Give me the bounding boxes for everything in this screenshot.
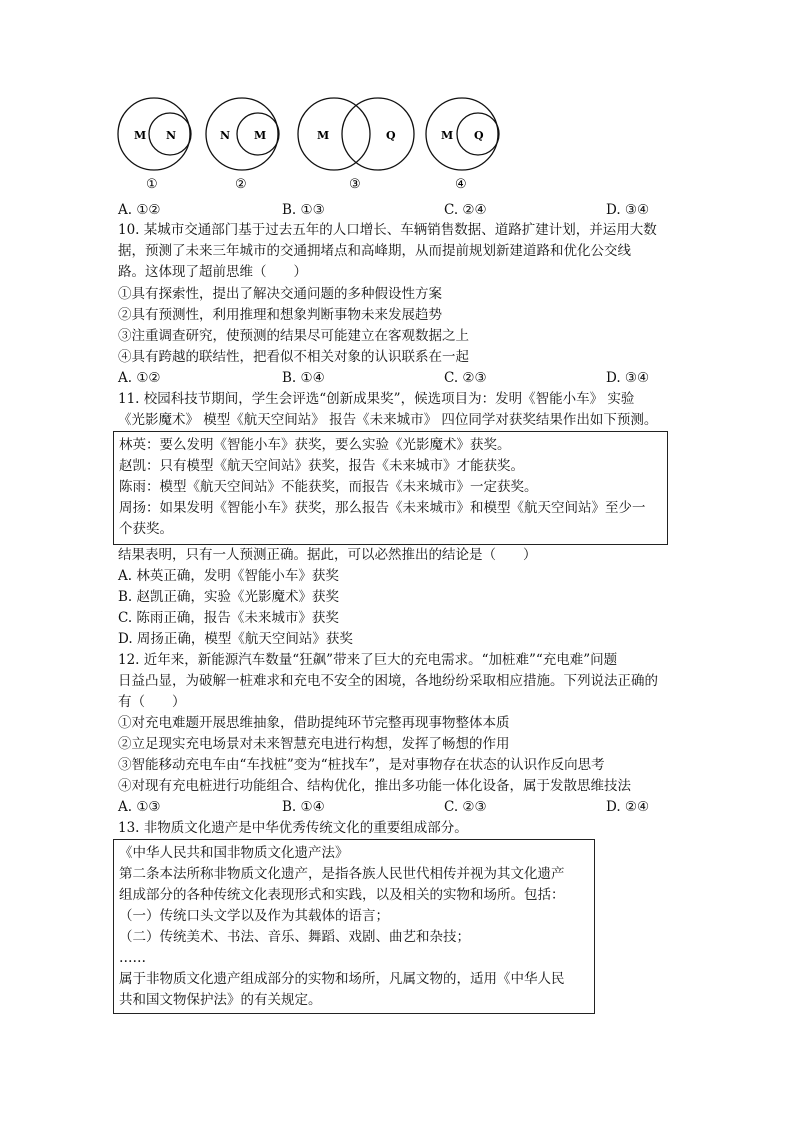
q10-item-1: ①具有探索性，提出了解决交通问题的多种假设性方案 [118, 286, 442, 302]
q9-option-b: B. ①③ [282, 202, 325, 218]
q10-item-4: ④具有跨越的联结性，把看似不相关对象的认识联系在一起 [118, 349, 469, 365]
q12-stem-line-2: 日益凸显，为破解一桩难求和充电不安全的困境，各地纷纷采取相应措施。下列说法正确的 [118, 673, 658, 689]
q12-item-2: ②立足现实充电场景对未来智慧充电进行构想，发挥了畅想的作用 [118, 736, 510, 752]
q13-law-line-8: 共和国文物保护法》的有关规定。 [119, 992, 322, 1008]
diagram-1 [118, 98, 191, 192]
diagram-3-right-label: Q [386, 129, 396, 142]
diagram-4-outer-label: M [441, 129, 454, 142]
q12-option-a: A. ①③ [118, 799, 161, 815]
q13-law-title: 《中华人民共和国非物质文化遗产法》 [119, 845, 349, 861]
q9-option-c: C. ②④ [444, 202, 487, 218]
q12-item-1: ①对充电难题开展思维抽象，借助提纯环节完整再现事物整体本质 [118, 715, 510, 731]
q10-option-b: B. ①④ [282, 370, 325, 386]
q12-stem-line-1: 12. 近年来，新能源汽车数量“狂飙”带来了巨大的充电需求。“加桩难”“充电难”问题 [118, 652, 618, 668]
diagram-3 [298, 98, 414, 192]
q13-stem: 13. 非物质文化遗产是中华优秀传统文化的重要组成部分。 [118, 820, 468, 836]
q11-prediction-chenyu: 陈雨：模型《航天空间站》不能获奖，而报告《未来城市》一定获奖。 [119, 479, 538, 495]
q11-prediction-linying: 林英：要么发明《智能小车》获奖，要么实验《光影魔术》获奖。 [119, 437, 511, 453]
diagram-4-inner-label: Q [474, 129, 484, 142]
q11-prediction-zhouyang-line-2: 个获奖。 [119, 521, 173, 537]
q10-option-d: D. ③④ [606, 370, 650, 386]
q10-stem-line-2: 据，预测了未来三年城市的交通拥堵点和高峰期，从而提前规划新建道路和优化公交线 [118, 243, 631, 259]
q11-option-b: B. 赵凯正确，实验《光影魔术》获奖 [118, 589, 340, 605]
q13-law-item-1: （一）传统口头文学以及作为其载体的语言； [119, 908, 389, 924]
q11-option-d: D. 周扬正确，模型《航天空间站》获奖 [118, 631, 353, 647]
q10-option-a: A. ①② [118, 370, 161, 386]
q13-law-item-2: （二）传统美术、书法、音乐、舞蹈、戏剧、曲艺和杂技； [119, 929, 470, 945]
diagram-4 [426, 98, 499, 192]
diagram-1-inner-label: N [166, 129, 177, 142]
q12-stem-line-3: 有（ ） [118, 694, 186, 710]
q11-option-c: C. 陈雨正确，报告《未来城市》获奖 [118, 610, 339, 626]
q11-prediction-zhaokai: 赵凯：只有模型《航天空间站》获奖，报告《未来城市》才能获奖。 [119, 458, 524, 474]
diagram-4-number: ④ [455, 177, 467, 192]
venn-diagrams [112, 92, 512, 192]
diagram-2-inner-label: M [254, 129, 267, 142]
q10-option-c: C. ②③ [444, 370, 487, 386]
q13-law-ellipsis: …… [119, 950, 146, 966]
q11-option-a: A. 林英正确，发明《智能小车》获奖 [118, 568, 339, 584]
q11-stem-line-1: 11. 校园科技节期间，学生会评选“创新成果奖”，候选项目为：发明《智能小车》 实验 [118, 391, 635, 407]
q10-item-2: ②具有预测性，利用推理和想象判断事物未来发展趋势 [118, 307, 442, 323]
q10-stem-line-3: 路。这体现了超前思维（ ） [118, 264, 307, 280]
diagram-2-outer-label: N [220, 129, 231, 142]
q11-prediction-box [113, 431, 668, 545]
q12-option-c: C. ②③ [444, 799, 487, 815]
q10-stem-line-1: 10. 某城市交通部门基于过去五年的人口增长、车辆销售数据、道路扩建计划，并运用大数 [118, 222, 657, 238]
diagram-2-number: ② [235, 177, 247, 192]
diagram-3-left-label: M [317, 129, 330, 142]
q9-option-a: A. ①② [118, 202, 161, 218]
q12-item-3: ③智能移动充电车由“车找桩”变为“桩找车”，是对事物存在状态的认识作反向思考 [118, 757, 605, 773]
q12-option-d: D. ②④ [606, 799, 650, 815]
q12-item-4: ④对现有充电桩进行功能组合、结构优化，推出多功能一体化设备，属于发散思维技法 [118, 778, 631, 794]
q9-option-d: D. ③④ [606, 202, 650, 218]
q12-option-b: B. ①④ [282, 799, 325, 815]
q11-prediction-zhouyang-line-1: 周扬：如果发明《智能小车》获奖，那么报告《未来城市》和模型《航天空间站》至少一 [119, 500, 646, 516]
diagram-3-number: ③ [349, 177, 361, 192]
q11-question: 结果表明，只有一人预测正确。据此，可以必然推出的结论是（ ） [118, 547, 537, 563]
diagram-1-outer-label: M [134, 129, 147, 142]
q10-item-3: ③注重调查研究，使预测的结果尽可能建立在客观数据之上 [118, 328, 469, 344]
q13-law-line-7: 属于非物质文化遗产组成部分的实物和场所，凡属文物的，适用《中华人民 [119, 971, 565, 987]
q11-stem-line-2: 《光影魔术》 模型《航天空间站》 报告《未来城市》 四位同学对获奖结果作出如下预测。 [118, 412, 658, 428]
q13-law-line-2: 第二条本法所称非物质文化遗产，是指各族人民世代相传并视为其文化遗产 [119, 866, 565, 882]
q13-law-line-3: 组成部分的各种传统文化表现形式和实践，以及相关的实物和场所。包括： [119, 887, 565, 903]
q13-law-excerpt-box [113, 839, 595, 1014]
diagram-1-number: ① [146, 177, 158, 192]
diagram-2 [206, 98, 279, 192]
